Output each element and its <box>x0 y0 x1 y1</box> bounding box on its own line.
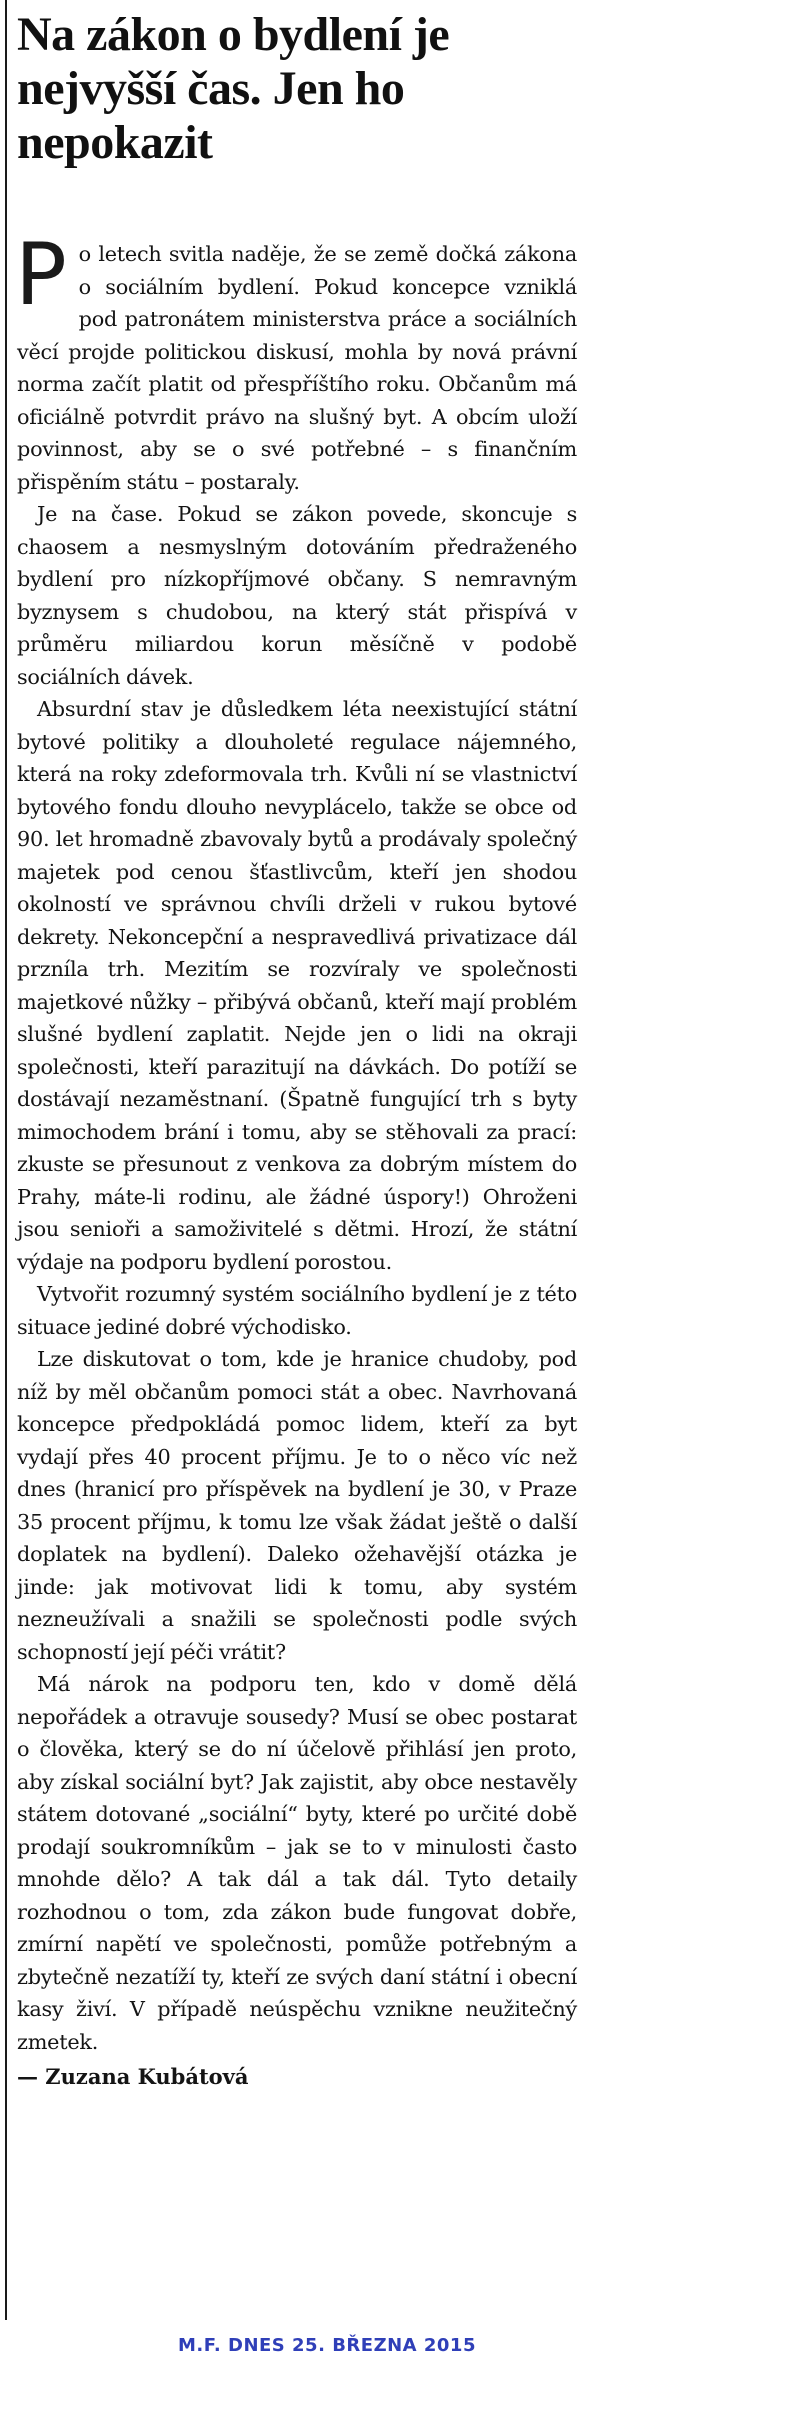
headline: Na zákon o bydlení je nejvyšší čas. Jen ho nepokazit <box>17 8 450 169</box>
byline: — Zuzana Kubátová <box>17 2064 249 2089</box>
paragraph-5: Lze diskutovat o tom, kde je hranice chudoby, pod níž by měl občanům pomoci stát a obec. Navrhovaná koncepce předpokládá pomoc lidem, kteří za byt vydají přes 40 procent příjmu. Je to o něco víc než dnes (hranicí pro příspěvek na bydlení je 30, v Praze 35 procent příjmu, k tomu lze však žádat ještě o další doplatek na bydlení). Daleko ožehavější otázka je jinde: jak motivovat lidi k tomu, aby systém nezneužívali a snažili se společnosti podle svých schopností její péči vrátit? <box>17 1347 577 1664</box>
article <box>17 8 577 2092</box>
paragraph-1-text: o letech svitla naděje, že se země dočká zákona o sociálním bydlení. Pokud koncepce vzniklá pod patronátem ministerstva práce a sociálních věcí projde politickou diskusí, mohla by nová právní norma začít platit od přespříštího roku. Občanům má oficiálně potvrdit právo na slušný byt. A obcím uloží povinnost, aby se o své potřebné – s finančním přispěním státu – postaraly. <box>17 242 577 494</box>
column-rule <box>5 0 7 2320</box>
article-body <box>15 225 577 2058</box>
paragraph-3: Absurdní stav je důsledkem léta neexistující státní bytové politiky a dlouholeté regulace nájemného, která na roky zdeformovala trh. Kvůli ní se vlastnictví bytového fondu dlouho nevyplácelo, takže se obce od 90. let hromadně zbavovaly bytů a prodávaly společný majetek pod cenou šťastlivcům, kteří jen shodou okolností ve správnou chvíli drželi v rukou bytové dekrety. Nekoncepční a nespravedlivá privatizace dál przníla trh. Mezitím se rozvíraly ve společnosti majetkové nůžky – přibývá občanů, kteří mají problém slušné bydlení zaplatit. Nejde jen o lidi na okraji společnosti, kteří parazitují na dávkách. Do potíží se dostávají nezaměstnaní. (Špatně fungující trh s byty mimochodem brání i tomu, aby se stěhovali za prací: zkuste se přesunout z venkova za dobrým místem do Prahy, máte-li rodinu, ale žádné úspory!) Ohroženi jsou senioři a samoživitelé s dětmi. Hrozí, že státní výdaje na podporu bydlení porostou. <box>17 697 577 1274</box>
paragraph-6: Má nárok na podporu ten, kdo v domě dělá nepořádek a otravuje sousedy? Musí se obec postarat o člověka, který se do ní účelově přihlásí jen proto, aby získal sociální byt? Jak zajistit, aby obce nestavěly státem dotované „sociální“ byty, které po určité době prodají soukromníkům – jak se to v minulosti často mnohde dělo? A tak dál a tak dál. Tyto detaily rozhodnou o tom, zda zákon bude fungovat dobře, zmírní napětí ve společnosti, pomůže potřebným a zbytečně nezatíží ty, kteří ze svých daní státní i obecní kasy živí. V případě neúspěchu vznikne neužitečný zmetek. <box>17 1672 577 2054</box>
drop-cap: P <box>15 225 67 325</box>
paragraph-1 <box>15 225 577 498</box>
paragraph-2: Je na čase. Pokud se zákon povede, skoncuje s chaosem a nesmyslným dotováním předraženého bydlení pro nízkopříjmové občany. S nemravným byznysem s chudobou, na který stát přispívá v průměru miliardou korun měsíčně v podobě sociálních dávek. <box>17 502 577 689</box>
source-footer: M.F. DNES 25. BŘEZNA 2015 <box>178 2335 476 2356</box>
paragraph-4: Vytvořit rozumný systém sociálního bydlení je z této situace jediné dobré východisko. <box>17 1282 577 1339</box>
